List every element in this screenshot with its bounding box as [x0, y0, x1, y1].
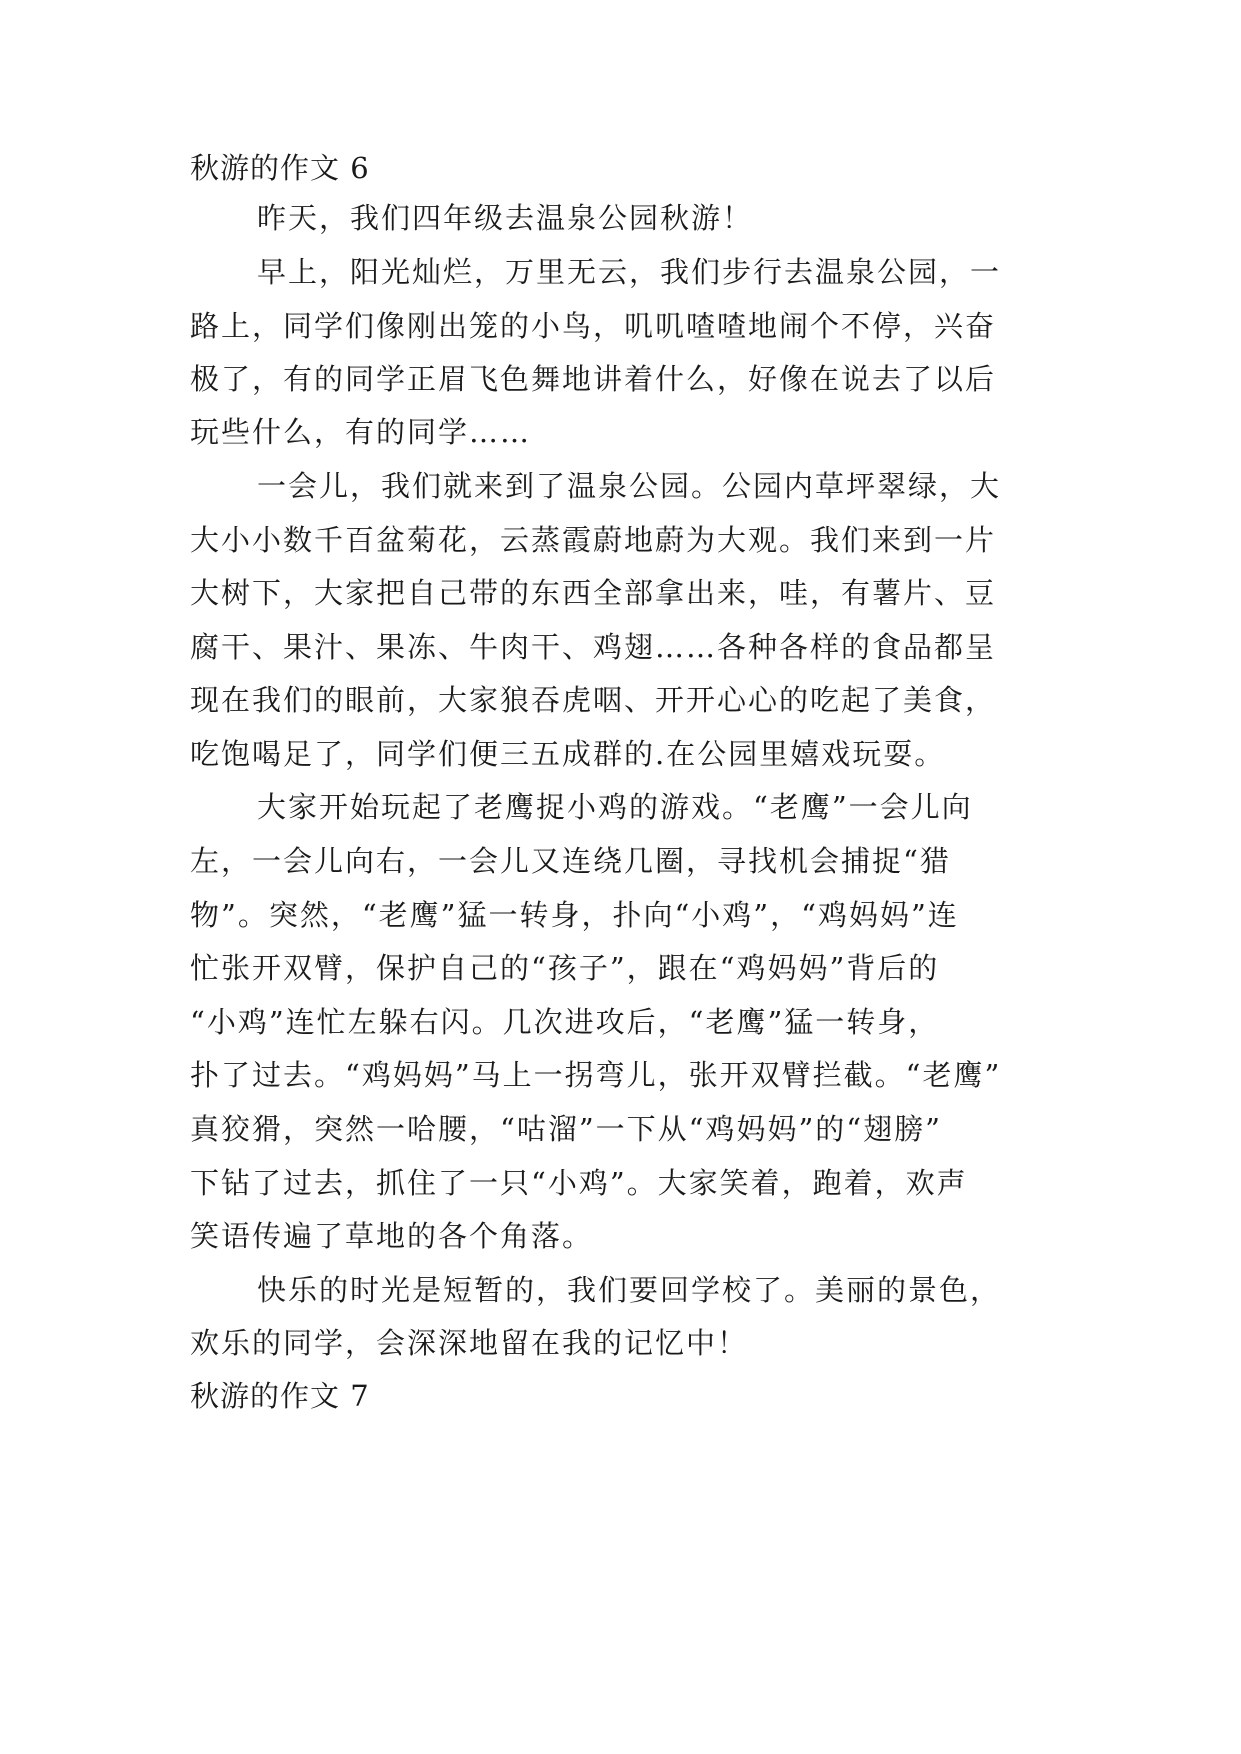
paragraph-4-line-8: 下钻了过去，抓住了一只“小鸡”。大家笑着，跑着，欢声: [190, 1166, 968, 1200]
paragraph-3-line-2: 大小小数千百盆菊花，云蒸霞蔚地蔚为大观。我们来到一片: [190, 523, 997, 557]
paragraph-4-line-7: 真狡猾，突然一哈腰，“咕溜”一下从“鸡妈妈”的“翅膀”: [190, 1112, 942, 1146]
paragraph-3-line-5: 现在我们的眼前，大家狼吞虎咽、开开心心的吃起了美食，: [190, 683, 997, 717]
paragraph-4-line-1: 大家开始玩起了老鹰捉小鸡的游戏。“老鹰”一会儿向: [257, 790, 973, 824]
paragraph-4-line-6: 扑了过去。“鸡妈妈”马上一拐弯儿，张开双臂拦截。“老鹰”: [190, 1058, 1002, 1092]
paragraph-4-line-2: 左，一会儿向右，一会儿又连绕几圈，寻找机会捕捉“猎: [190, 844, 951, 878]
paragraph-4-line-4: 忙张开双臂，保护自己的“孩子”，跟在“鸡妈妈”背后的: [190, 951, 940, 985]
paragraph-2-line-4: 玩些什么，有的同学……: [190, 415, 532, 449]
paragraph-4-line-3: 物”。突然，“老鹰”猛一转身，扑向“小鸡”，“鸡妈妈”连: [190, 898, 959, 932]
essay-heading-7: 秋游的作文 7: [190, 1379, 370, 1413]
essay-heading-6: 秋游的作文 6: [190, 151, 370, 185]
paragraph-2-line-1: 早上，阳光灿烂，万里无云，我们步行去温泉公园，一: [257, 255, 1002, 289]
paragraph-2-line-2: 路上，同学们像刚出笼的小鸟，叽叽喳喳地闹个不停，兴奋: [190, 309, 997, 343]
paragraph-5-line-1: 快乐的时光是短暂的，我们要回学校了。美丽的景色，: [257, 1273, 1002, 1307]
paragraph-4-line-9: 笑语传遍了草地的各个角落。: [190, 1219, 594, 1253]
paragraph-3-line-1: 一会儿，我们就来到了温泉公园。公园内草坪翠绿，大: [257, 469, 1002, 503]
paragraph-1-line-1: 昨天，我们四年级去温泉公园秋游！: [257, 201, 754, 235]
paragraph-4-line-5: “小鸡”连忙左躲右闪。几次进攻后，“老鹰”猛一转身，: [190, 1005, 940, 1039]
paragraph-3-line-6: 吃饱喝足了，同学们便三五成群的.在公园里嬉戏玩耍。: [190, 737, 946, 771]
paragraph-3-line-4: 腐干、果汁、果冻、牛肉干、鸡翅……各种各样的食品都呈: [190, 630, 997, 664]
paragraph-3-line-3: 大树下，大家把自己带的东西全部拿出来，哇，有薯片、豆: [190, 576, 997, 610]
paragraph-2-line-3: 极了，有的同学正眉飞色舞地讲着什么，好像在说去了以后: [190, 362, 997, 396]
paragraph-5-line-2: 欢乐的同学，会深深地留在我的记忆中！: [190, 1326, 749, 1360]
